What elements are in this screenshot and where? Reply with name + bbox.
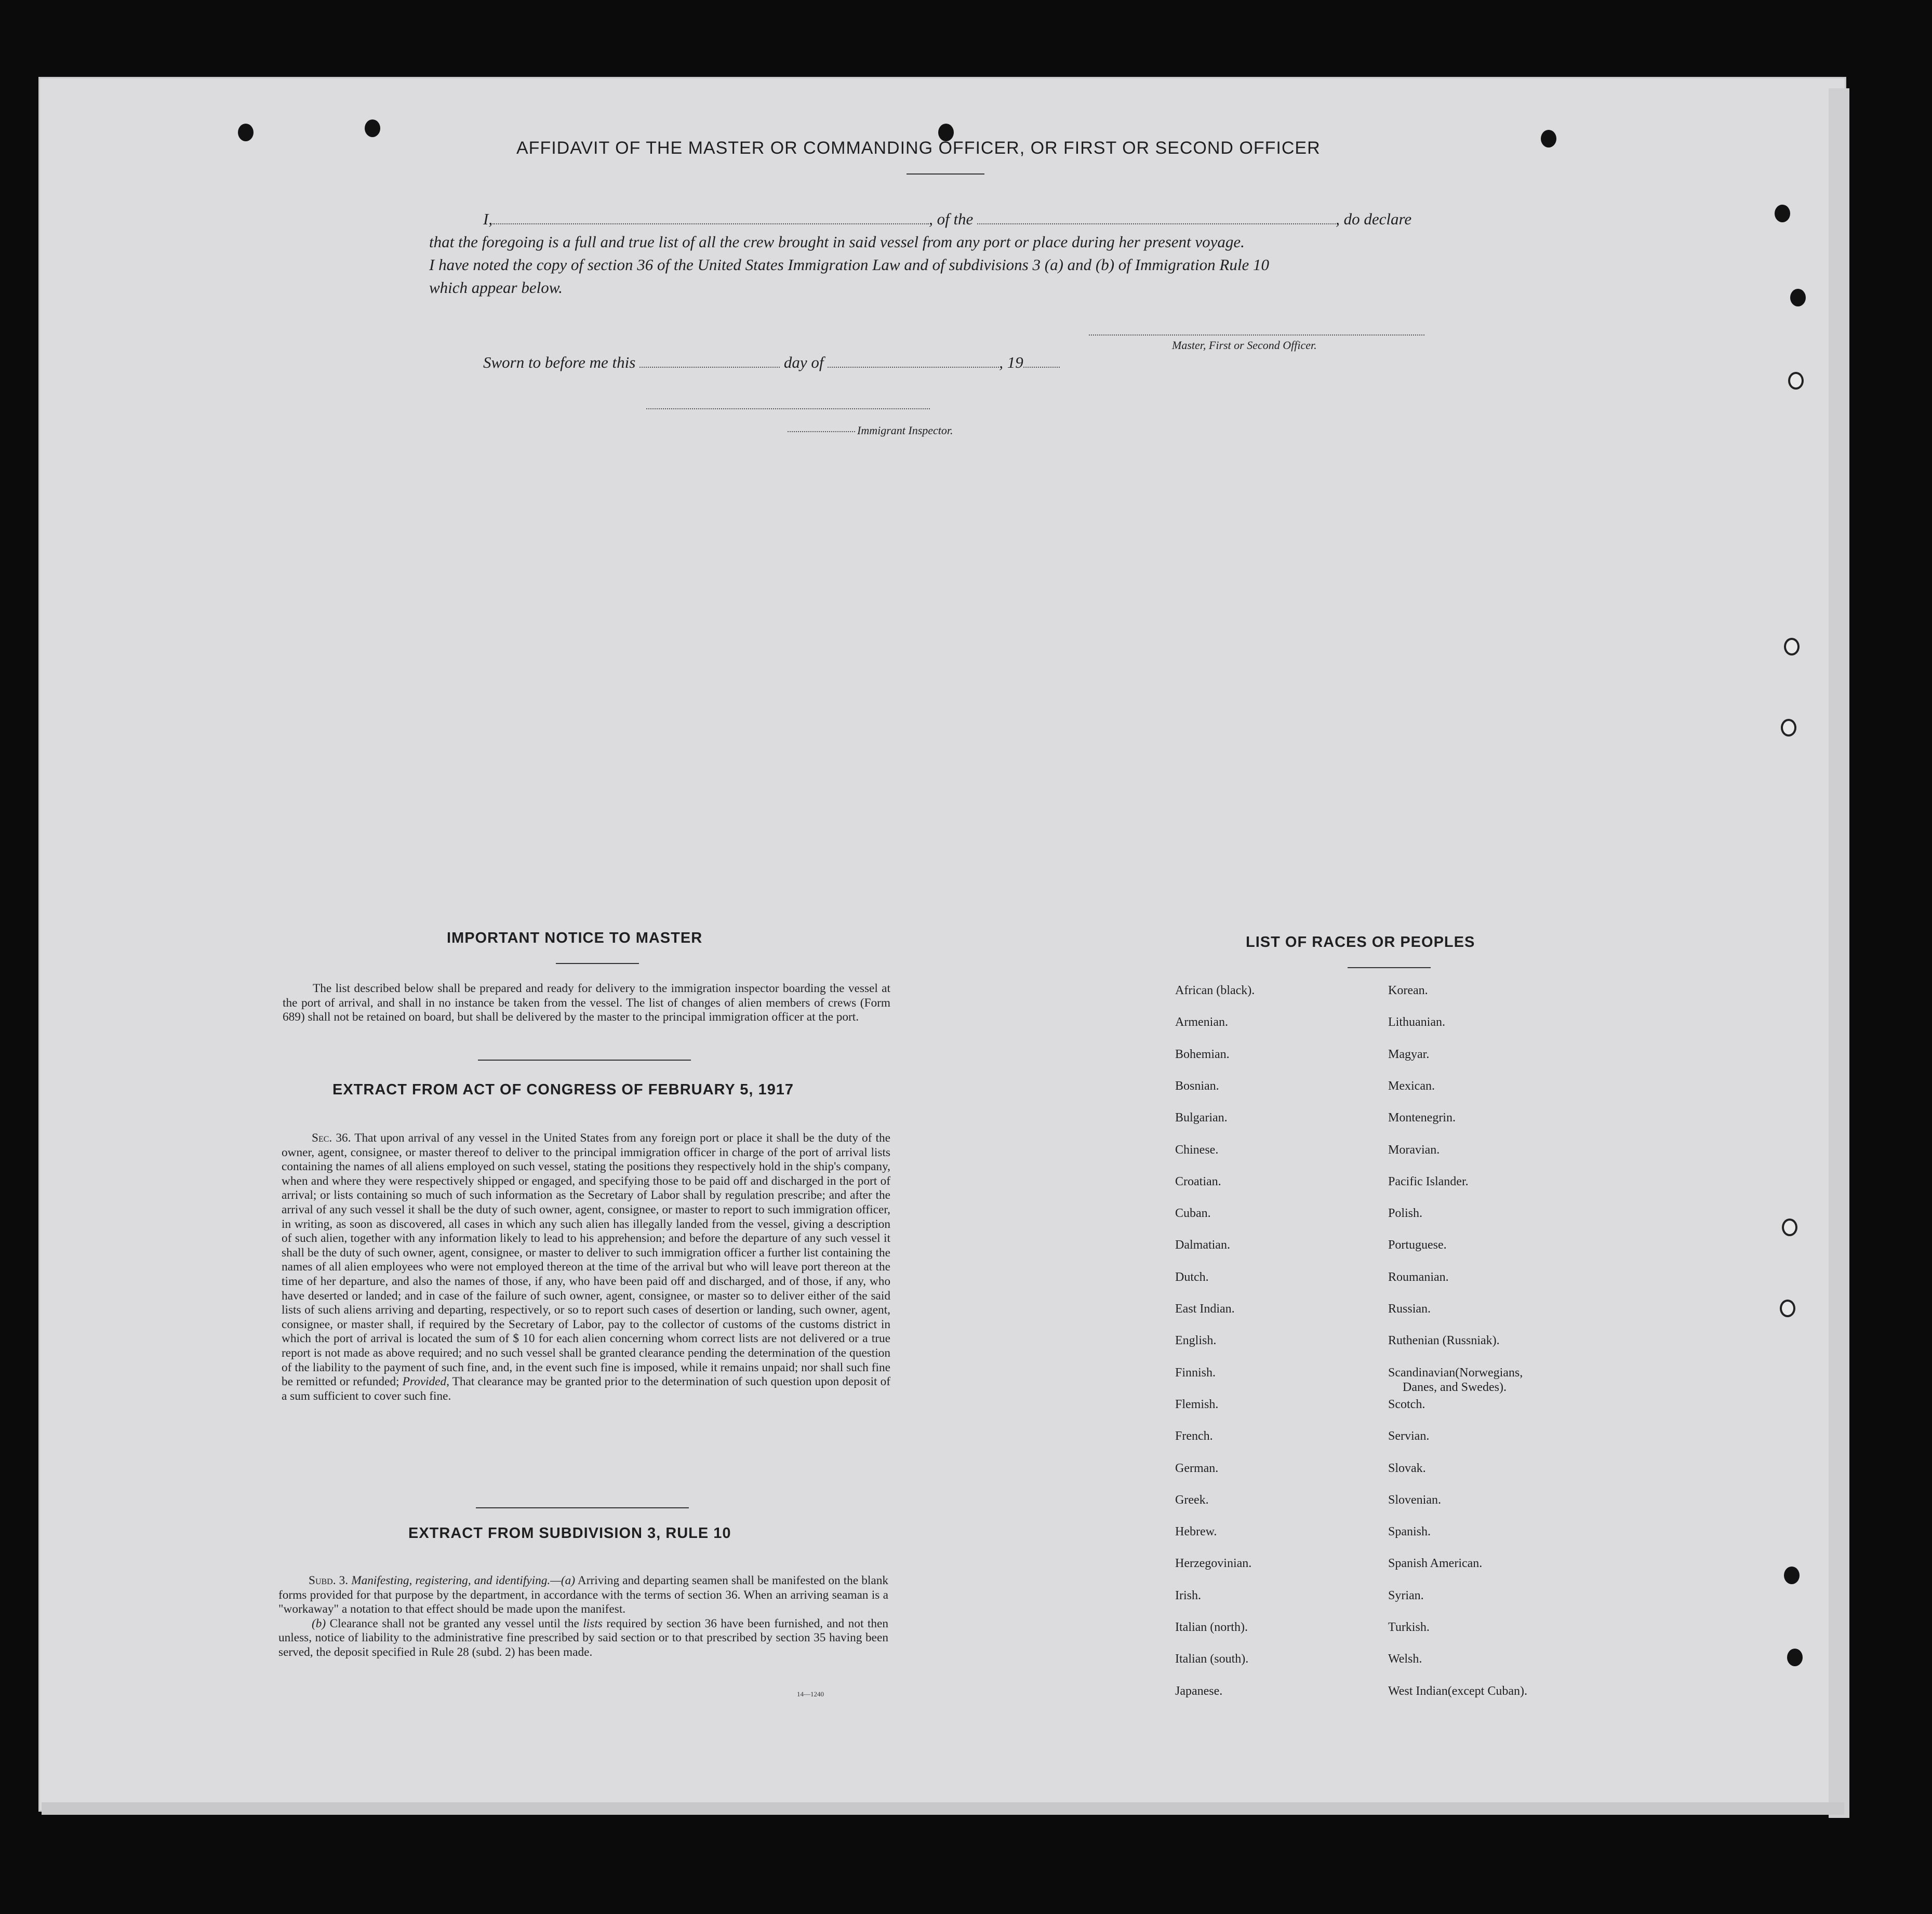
rule-text (278, 1574, 888, 1660)
races-title-rule (1348, 967, 1431, 968)
race-item: Dutch. (1175, 1270, 1209, 1284)
race-item: Mexican. (1388, 1079, 1435, 1093)
document-page (38, 77, 1846, 1812)
race-item: Italian (south). (1175, 1652, 1249, 1666)
notice-text (283, 982, 890, 1025)
inspector-signature-line[interactable] (646, 408, 930, 409)
act-title: EXTRACT FROM ACT OF CONGRESS OF FEBRUARY 5, 1917 (332, 1081, 794, 1098)
race-item: Turkish. (1388, 1621, 1430, 1634)
binder-hole (1781, 719, 1796, 737)
race-item: Spanish American. (1388, 1557, 1483, 1571)
race-item: French. (1175, 1429, 1213, 1443)
binder-hole (1541, 130, 1556, 148)
affidavit-line-2: that the foregoing is a full and true list of all the crew brought in said vessel from any port or place during her present voyage. (429, 233, 1245, 251)
race-item: Ruthenian (Russniak). (1388, 1334, 1500, 1348)
binder-hole (365, 119, 380, 137)
race-item: Greek. (1175, 1493, 1209, 1507)
binder-hole (1784, 1567, 1800, 1584)
race-item: Herzegovinian. (1175, 1557, 1252, 1571)
race-item: Irish. (1175, 1588, 1201, 1602)
inspector-short-line (788, 431, 855, 432)
title-rule (907, 173, 984, 175)
rule-title: EXTRACT FROM SUBDIVISION 3, RULE 10 (408, 1525, 731, 1542)
sworn-prefix: Sworn to before me this (483, 353, 636, 371)
binder-hole (1782, 1219, 1797, 1236)
race-item: Spanish. (1388, 1525, 1431, 1539)
binder-hole (1788, 372, 1804, 390)
race-item: Montenegrin. (1388, 1111, 1456, 1125)
race-item: Slovak. (1388, 1461, 1426, 1475)
affidavit-of-the-label: , of the (929, 210, 974, 228)
race-item: Flemish. (1175, 1397, 1219, 1411)
form-number: 14—1240 (797, 1690, 824, 1698)
race-item: Russian. (1388, 1302, 1431, 1316)
race-item: Cuban. (1175, 1207, 1211, 1221)
binder-hole (1775, 205, 1790, 222)
sworn-year-blank[interactable] (1023, 366, 1060, 368)
affidavit-line-3: I have noted the copy of section 36 of the United States Immigration Law and of subdivisions 3 (a) and (b) of Immigration Rule 10 (429, 256, 1269, 274)
binder-hole (1780, 1300, 1795, 1317)
binder-hole (1787, 1649, 1803, 1666)
act-text (282, 1131, 890, 1403)
notice-title: IMPORTANT NOTICE TO MASTER (447, 930, 703, 946)
act-text-part-1: That upon arrival of any vessel in the United States from any foreign port or place it shall be the duty of the owner, agent, consignee, or master thereof to deliver to the principal immigration officer in charge of the port of arrival lists containing the names of all aliens employed on such vessel, stating the positions they respectively hold in the ship's company, when and where they were respectively shipped or engaged, and specifying those to be paid off and discharged in the port of arrival; or lists containing so much of such information as the Secretary of Labor shall by regulation prescribe; and after the arrival of any such vessel it shall be the duty of such owner, agent, consignee, or master to report to such immigration officer, in writing, as soon as discovered, all cases in which any such alien has illegally landed from the vessel, giving a description of such alien, together with any information likely to lead to his apprehension; and before the departure of any such vessel it shall be the duty of such owner, agent, consignee, or master to deliver to such immigration officer a further list containing the names of all alien employees who were not employed thereon at the time of the arrival but who will leave port thereon at the time of her departure, and also the names of those, if any, who have been paid off and discharged, and of those, if any, who have deserted or landed; and in case of the failure of such owner, agent, consignee, or master so to deliver either of the said lists of such aliens arriving and departing, respectively, or so to report such cases of desertion or landing, such owner, agent, consignee, or master shall, if required by the Secretary of Labor, pay to the collector of customs of the customs district in which the port of arrival is located the sum of $ 10 for each alien concerning whom correct lists are not delivered or a true report is not made as above required; and no such vessel shall be granted clearance pending the determination of the question of the liability to the payment of such fine, and, in the event such fine is imposed, while it remains unpaid; nor shall such fine be remitted or refunded; (282, 1131, 891, 1389)
rule-text-a: Arriving and departing seamen shall be manifested on the blank forms provided for that purpose by the department, in accordance with the terms of section 36. When an arriving seaman is a "workaway" a notation to that effect should be made upon the manifest. (278, 1574, 889, 1616)
master-signature-line[interactable] (1089, 334, 1424, 336)
affidavit-line-1 (483, 210, 1411, 229)
act-provided: Provided, (402, 1375, 449, 1389)
race-item: Portuguese. (1388, 1238, 1447, 1252)
page-bottom-edge (42, 1802, 1844, 1815)
rule-text-b-1: Clearance shall not be granted any vessel until the (329, 1616, 579, 1630)
sworn-day-label: day of (783, 353, 824, 371)
affidavit-declare-label: , do declare (1336, 210, 1412, 228)
race-item: Bulgarian. (1175, 1111, 1228, 1125)
rule-lists-word: lists (583, 1616, 603, 1630)
rule-b-label: (b) (312, 1616, 326, 1630)
race-item: Pacific Islander. (1388, 1174, 1469, 1188)
race-item: Moravian. (1388, 1143, 1440, 1157)
race-item: Danes, and Swedes). (1403, 1380, 1507, 1394)
name-blank[interactable] (492, 223, 929, 224)
sworn-line (483, 353, 1060, 372)
race-item: Roumanian. (1388, 1270, 1449, 1284)
act-section-label: Sec. 36. (312, 1131, 351, 1145)
section-divider (476, 1507, 689, 1508)
race-item: Lithuanian. (1388, 1015, 1445, 1029)
race-item: Scotch. (1388, 1397, 1425, 1411)
race-item: Scandinavian(Norwegians, (1388, 1366, 1523, 1380)
affidavit-i-label: I, (483, 210, 493, 228)
master-signature-label: Master, First or Second Officer. (1172, 339, 1317, 352)
rule-subd-heading: Manifesting, registering, and identifying.—(a) (351, 1574, 576, 1587)
race-item: Italian (north). (1175, 1621, 1248, 1634)
race-item: Welsh. (1388, 1652, 1422, 1666)
affidavit-title: AFFIDAVIT OF THE MASTER OR COMMANDING OFFICER, OR FIRST OR SECOND OFFICER (516, 138, 1321, 158)
inspector-label: Immigrant Inspector. (857, 424, 953, 437)
race-item: Slovenian. (1388, 1493, 1441, 1507)
notice-title-rule (556, 963, 639, 964)
race-item: West Indian(except Cuban). (1388, 1684, 1527, 1698)
race-item: Korean. (1388, 984, 1428, 997)
race-item: Servian. (1388, 1429, 1430, 1443)
page-edge (1829, 88, 1849, 1818)
race-item: Croatian. (1175, 1174, 1221, 1188)
binder-hole (238, 124, 254, 141)
race-item: Polish. (1388, 1207, 1423, 1221)
affidavit-line-4: which appear below. (429, 278, 563, 297)
section-divider (478, 1060, 691, 1061)
race-item: English. (1175, 1334, 1217, 1348)
race-item: German. (1175, 1461, 1219, 1475)
race-item: Magyar. (1388, 1047, 1430, 1061)
rule-text-b-2: required by section 36 have been furnished, and not then unless, notice of liability to the administrative fine prescribed by said section or to that prescribed by section 35 having been served, the deposit specified in Rule 28 (subd. 2) has been made. (278, 1616, 889, 1659)
race-item: Syrian. (1388, 1588, 1424, 1602)
rule-subd-label: Subd. 3. (309, 1574, 349, 1587)
race-item: Finnish. (1175, 1366, 1216, 1380)
race-item: Chinese. (1175, 1143, 1219, 1157)
race-item: Bosnian. (1175, 1079, 1219, 1093)
races-title: LIST OF RACES OR PEOPLES (1246, 934, 1475, 951)
race-item: Dalmatian. (1175, 1238, 1230, 1252)
race-item: Hebrew. (1175, 1525, 1217, 1539)
act-text-part-2: That clearance may be granted prior to the determination of such question upon deposit of a sum sufficient to cover such fine. (282, 1375, 891, 1403)
binder-hole (1784, 638, 1800, 655)
race-item: East Indian. (1175, 1302, 1235, 1316)
notice-text-body: The list described below shall be prepared and ready for delivery to the immigration inspector boarding the vessel at the port of arrival, and shall in no instance be taken from the vessel. The list of changes of alien members of crews (Form 689) shall not be retained on board, but shall be delivered by the master to the principal immigration officer at the port. (283, 982, 890, 1024)
race-item: Armenian. (1175, 1015, 1228, 1029)
race-item: Bohemian. (1175, 1047, 1230, 1061)
binder-hole (1790, 289, 1806, 306)
sworn-year-label: , 19 (999, 353, 1023, 371)
sworn-day-blank[interactable] (639, 366, 780, 368)
race-item: African (black). (1175, 984, 1255, 997)
vessel-blank[interactable] (977, 223, 1336, 224)
sworn-month-blank[interactable] (828, 366, 999, 368)
race-item: Japanese. (1175, 1684, 1223, 1698)
